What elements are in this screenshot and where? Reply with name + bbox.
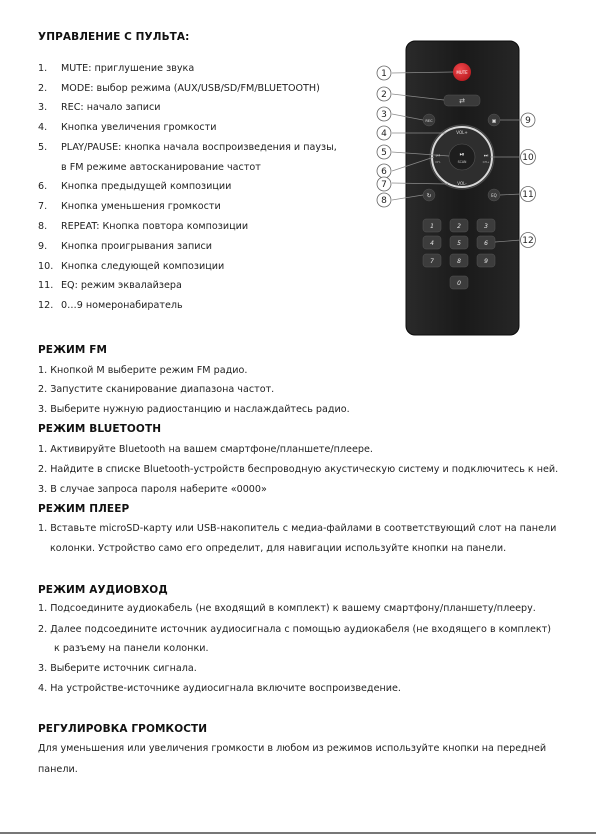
item-text: REPEAT: Кнопка повтора композиции	[61, 221, 249, 232]
eq-button[interactable]	[488, 189, 500, 201]
item-number: 3.	[38, 102, 48, 113]
volume-section-title: РЕГУЛИРОВКА ГРОМКОСТИ	[38, 723, 208, 735]
key-0-label: 0	[457, 280, 461, 287]
item-number: 8.	[38, 221, 48, 232]
item-text: MODE: выбор режима (AUX/USB/SD/FM/BLUETOOTH)	[61, 83, 320, 94]
rec-button[interactable]	[423, 114, 435, 126]
aux-line-5: 4. На устройстве-источнике аудиосигнала включите воспроизведение.	[38, 683, 401, 694]
next-icon: ⏭	[483, 153, 489, 159]
item-text: Кнопка уменьшения громкости	[61, 201, 221, 212]
callout-1	[377, 66, 391, 80]
callout-9	[521, 113, 535, 127]
volume-line-1: Для уменьшения или увеличения громкости в любом из режимов используйте кнопки на передней	[38, 743, 547, 754]
callout-3-label: 3	[381, 110, 387, 120]
key-8[interactable]	[450, 254, 468, 267]
item-text: MUTE: приглушение звука	[61, 63, 195, 74]
callout-8-label: 8	[381, 196, 387, 206]
aux-line-1: 1. Подсоедините аудиокабель (не входящий в комплект) к вашему смартфону/планшету/плееру.	[38, 603, 536, 614]
item-text: Кнопка следующей композиции	[61, 261, 225, 272]
key-0[interactable]	[450, 276, 468, 289]
callout-5	[377, 145, 391, 159]
scan-label: SCAN	[457, 160, 467, 164]
item-number: 4.	[38, 122, 48, 133]
key-6-label: 6	[484, 240, 488, 247]
callout-1-label: 1	[381, 69, 387, 79]
item-text: PLAY/PAUSE: кнопка начала воспроизведения и паузы,	[61, 142, 337, 153]
mode-button[interactable]	[444, 95, 480, 106]
rec-label: REC	[425, 119, 433, 123]
callout-6	[377, 164, 391, 178]
fm-line-3: 3. Выберите нужную радиостанцию и наслаждайтесь радио.	[38, 404, 350, 415]
item-number: 12.	[38, 300, 54, 311]
aux-line-2: 2. Далее подсоедините источник аудиосигнала с помощью аудиокабеля (не входящего в комплект)	[38, 624, 551, 635]
key-3-label: 3	[484, 223, 488, 230]
vol-minus-button[interactable]: VOL-	[457, 181, 467, 186]
bluetooth-line-3: 3. В случае запроса пароля наберите «0000»	[38, 484, 267, 495]
item-number: 9.	[38, 241, 48, 252]
key-7-label: 7	[430, 258, 434, 265]
item-number: 10.	[38, 261, 54, 272]
key-4-label: 4	[430, 240, 434, 247]
play-pause-button[interactable]	[449, 144, 475, 170]
key-5[interactable]	[450, 236, 468, 249]
volume-line-2: панели.	[38, 764, 78, 775]
item-text: REC: начало записи	[61, 102, 161, 113]
aux-section-title: РЕЖИМ АУДИОВХОД	[38, 584, 168, 596]
aux-line-4: 3. Выберите источник сигнала.	[38, 663, 197, 674]
item-number: 2.	[38, 83, 48, 94]
item-text: в FM режиме автосканирование частот	[61, 162, 261, 173]
key-1-label: 1	[430, 223, 434, 230]
aux-line-3: к разъему на панели колонки.	[54, 643, 209, 654]
player-line-1: 1. Вставьте microSD-карту или USB-накопитель с медиа-файлами в соответствующий слот на панели	[38, 523, 557, 534]
callout-3	[377, 107, 391, 121]
callout-7-label: 7	[381, 180, 387, 190]
key-5-label: 5	[457, 240, 461, 247]
key-2-label: 2	[457, 223, 461, 230]
callout-4	[377, 126, 391, 140]
callout-7	[377, 177, 391, 191]
play-pause-icon: ⏯	[459, 151, 465, 158]
callout-8	[377, 193, 391, 207]
key-1[interactable]	[423, 219, 441, 232]
callout-4-label: 4	[381, 129, 387, 139]
playback-record-button[interactable]	[488, 114, 500, 126]
mode-icon: ⇄	[459, 97, 465, 105]
fm-line-2: 2. Запустите сканирование диапазона частот.	[38, 384, 275, 395]
key-9[interactable]	[477, 254, 495, 267]
callout-11	[521, 187, 536, 202]
bluetooth-section-title: РЕЖИМ BLUETOOTH	[38, 423, 162, 435]
callout-5-label: 5	[381, 148, 387, 158]
item-number: 5.	[38, 142, 48, 153]
repeat-icon: ↻	[426, 192, 432, 200]
callout-10-label: 10	[522, 153, 534, 163]
item-number: 6.	[38, 181, 48, 192]
callout-12-label: 12	[522, 236, 534, 246]
mute-button[interactable]	[453, 63, 471, 81]
eq-label: EQ	[491, 193, 497, 198]
bluetooth-line-1: 1. Активируйте Bluetooth на вашем смартфоне/планшете/плеере.	[38, 444, 373, 455]
item-text: 0…9 номеронабиратель	[61, 300, 183, 311]
key-7[interactable]	[423, 254, 441, 267]
ch-plus-label: CH+	[482, 160, 490, 164]
item-number: 1.	[38, 63, 48, 74]
item-text: EQ: режим эквалайзера	[61, 280, 182, 291]
fm-line-1: 1. Кнопкой M выберите режим FM радио.	[38, 365, 248, 376]
key-2[interactable]	[450, 219, 468, 232]
item-number: 7.	[38, 201, 48, 212]
callout-9-label: 9	[525, 116, 531, 126]
item-number: 11.	[38, 280, 54, 291]
ch-minus-label: CH-	[435, 160, 441, 164]
player-line-2: колонки. Устройство само его определит, для навигации используйте кнопки на панели.	[50, 543, 507, 554]
key-3[interactable]	[477, 219, 495, 232]
key-6[interactable]	[477, 236, 495, 249]
key-8-label: 8	[457, 258, 461, 265]
callout-2-label: 2	[381, 90, 387, 100]
key-9-label: 9	[484, 258, 488, 265]
prev-track-button[interactable]	[435, 153, 440, 164]
callout-6-label: 6	[381, 167, 387, 177]
playback-record-icon: ▣	[491, 118, 497, 125]
item-text: Кнопка предыдущей композиции	[61, 181, 232, 192]
remote-illustration	[370, 38, 545, 338]
item-text: Кнопка увеличения громкости	[61, 122, 217, 133]
callout-10	[521, 150, 536, 165]
key-4[interactable]	[423, 236, 441, 249]
bluetooth-line-2: 2. Найдите в списке Bluetooth-устройств беспроводную акустическую систему и подключитесь к ней.	[38, 464, 559, 475]
player-section-title: РЕЖИМ ПЛЕЕР	[38, 503, 130, 515]
callout-11-label: 11	[522, 190, 534, 200]
callout-12	[521, 233, 536, 248]
vol-plus-button[interactable]: VOL+	[456, 130, 468, 135]
callout-2	[377, 87, 391, 101]
fm-section-title: РЕЖИМ FM	[38, 344, 108, 356]
remote-section-title: УПРАВЛЕНИЕ С ПУЛЬТА:	[38, 31, 190, 43]
bottom-rule	[0, 832, 596, 834]
remote-svg	[370, 38, 545, 338]
repeat-button[interactable]	[423, 189, 435, 201]
item-text: Кнопка проигрывания записи	[61, 241, 212, 252]
mute-label: MUTE	[456, 70, 468, 75]
prev-icon: ⏮	[435, 153, 441, 159]
